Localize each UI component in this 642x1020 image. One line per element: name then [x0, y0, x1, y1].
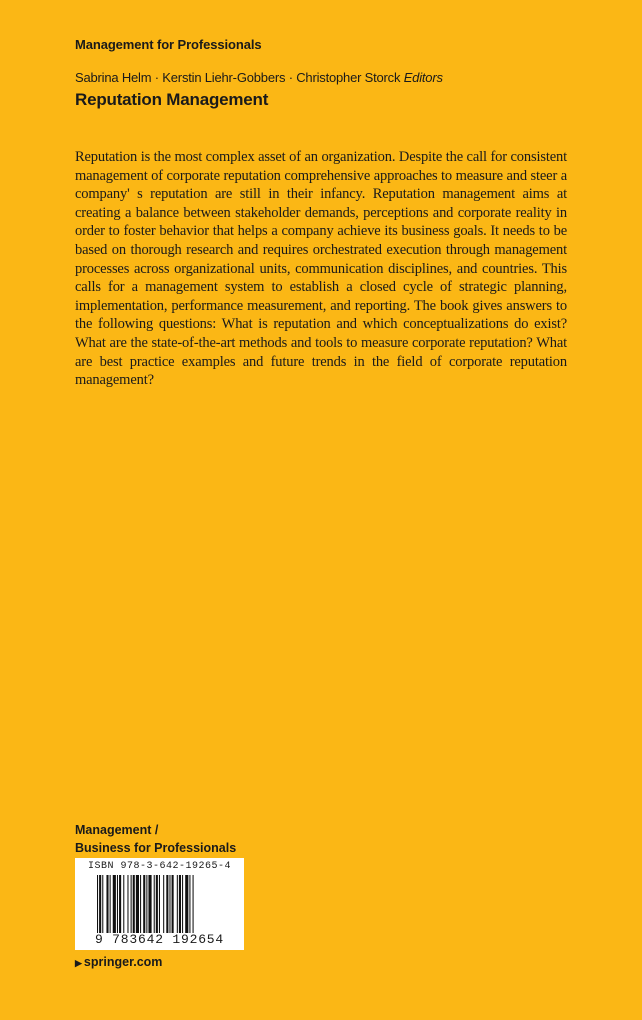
barcode-bar — [119, 875, 121, 933]
barcode-bar — [106, 875, 108, 933]
barcode-bar — [189, 875, 190, 933]
barcode-box — [75, 858, 244, 950]
barcode-bar — [136, 875, 139, 933]
barcode-bar — [131, 875, 132, 933]
barcode-digits: 9 783642 192654 — [94, 932, 225, 947]
category-line-2: Business for Professionals — [75, 841, 237, 855]
barcode-bar — [146, 875, 147, 933]
barcode-bar — [140, 875, 141, 933]
barcode-bar — [97, 875, 98, 933]
barcode-bar — [172, 875, 174, 933]
barcode-bar — [99, 875, 101, 933]
barcode-bar — [127, 875, 128, 933]
category-label — [75, 821, 236, 857]
isbn-label: ISBN 978-3-642-19265-4 — [87, 861, 232, 872]
barcode-bar — [154, 875, 155, 933]
barcode-bar — [166, 875, 168, 933]
barcode-bar — [148, 875, 151, 933]
barcode-bar — [133, 875, 135, 933]
editors-role: Editors — [403, 70, 443, 85]
barcode-bar — [156, 875, 158, 933]
barcode-bar — [102, 875, 103, 933]
barcode-bar — [179, 875, 181, 933]
back-cover-blurb: Reputation is the most complex asset of an organization. Despite the call for consistent management of corporate reputation comprehensive approaches to measure and steer a company' s reputation are still in their infancy. Reputation management aims at creating a balance between stakeholder demands, perceptions and corporate reality in order to foster behavior that helps a company achieve its business goals. It needs to be based on thorough research and requires orchestrated execution through management processes across organizational units, communication disciplines, and countries. This calls for a management system to establish a closed cycle of strategic planning, implementation, performance measurement, and reporting. The book gives answers to the following questions: What is reputation and which conceptualizations do exist? What are the state-of-the-art methods and tools to measure corporate reputation? What are best practice examples and future trends in the field of corporate reputation management? — [75, 149, 567, 389]
barcode-image — [97, 875, 222, 933]
editors-names: Sabrina Helm · Kerstin Liehr-Gobbers · Christopher Storck — [75, 70, 401, 85]
barcode-bar — [117, 875, 118, 933]
arrow-right-icon: ▶ — [75, 958, 82, 968]
barcode-bar — [123, 875, 124, 933]
barcode-bar — [110, 875, 111, 933]
barcode-bar — [169, 875, 170, 933]
barcode-bar — [159, 875, 160, 933]
barcode-bar — [113, 875, 116, 933]
series-title: Management for Professionals — [75, 37, 262, 52]
barcode-bar — [193, 875, 194, 933]
editors-line — [75, 70, 443, 85]
barcode-bar — [163, 875, 164, 933]
publisher-site — [75, 955, 162, 969]
barcode-bar — [182, 875, 183, 933]
category-line-1: Management / — [75, 823, 159, 837]
site-link[interactable]: springer.com — [83, 955, 163, 969]
barcode-bar — [185, 875, 188, 933]
barcode-bar — [177, 875, 178, 933]
barcode-bar — [143, 875, 145, 933]
book-title: Reputation Management — [75, 90, 269, 109]
